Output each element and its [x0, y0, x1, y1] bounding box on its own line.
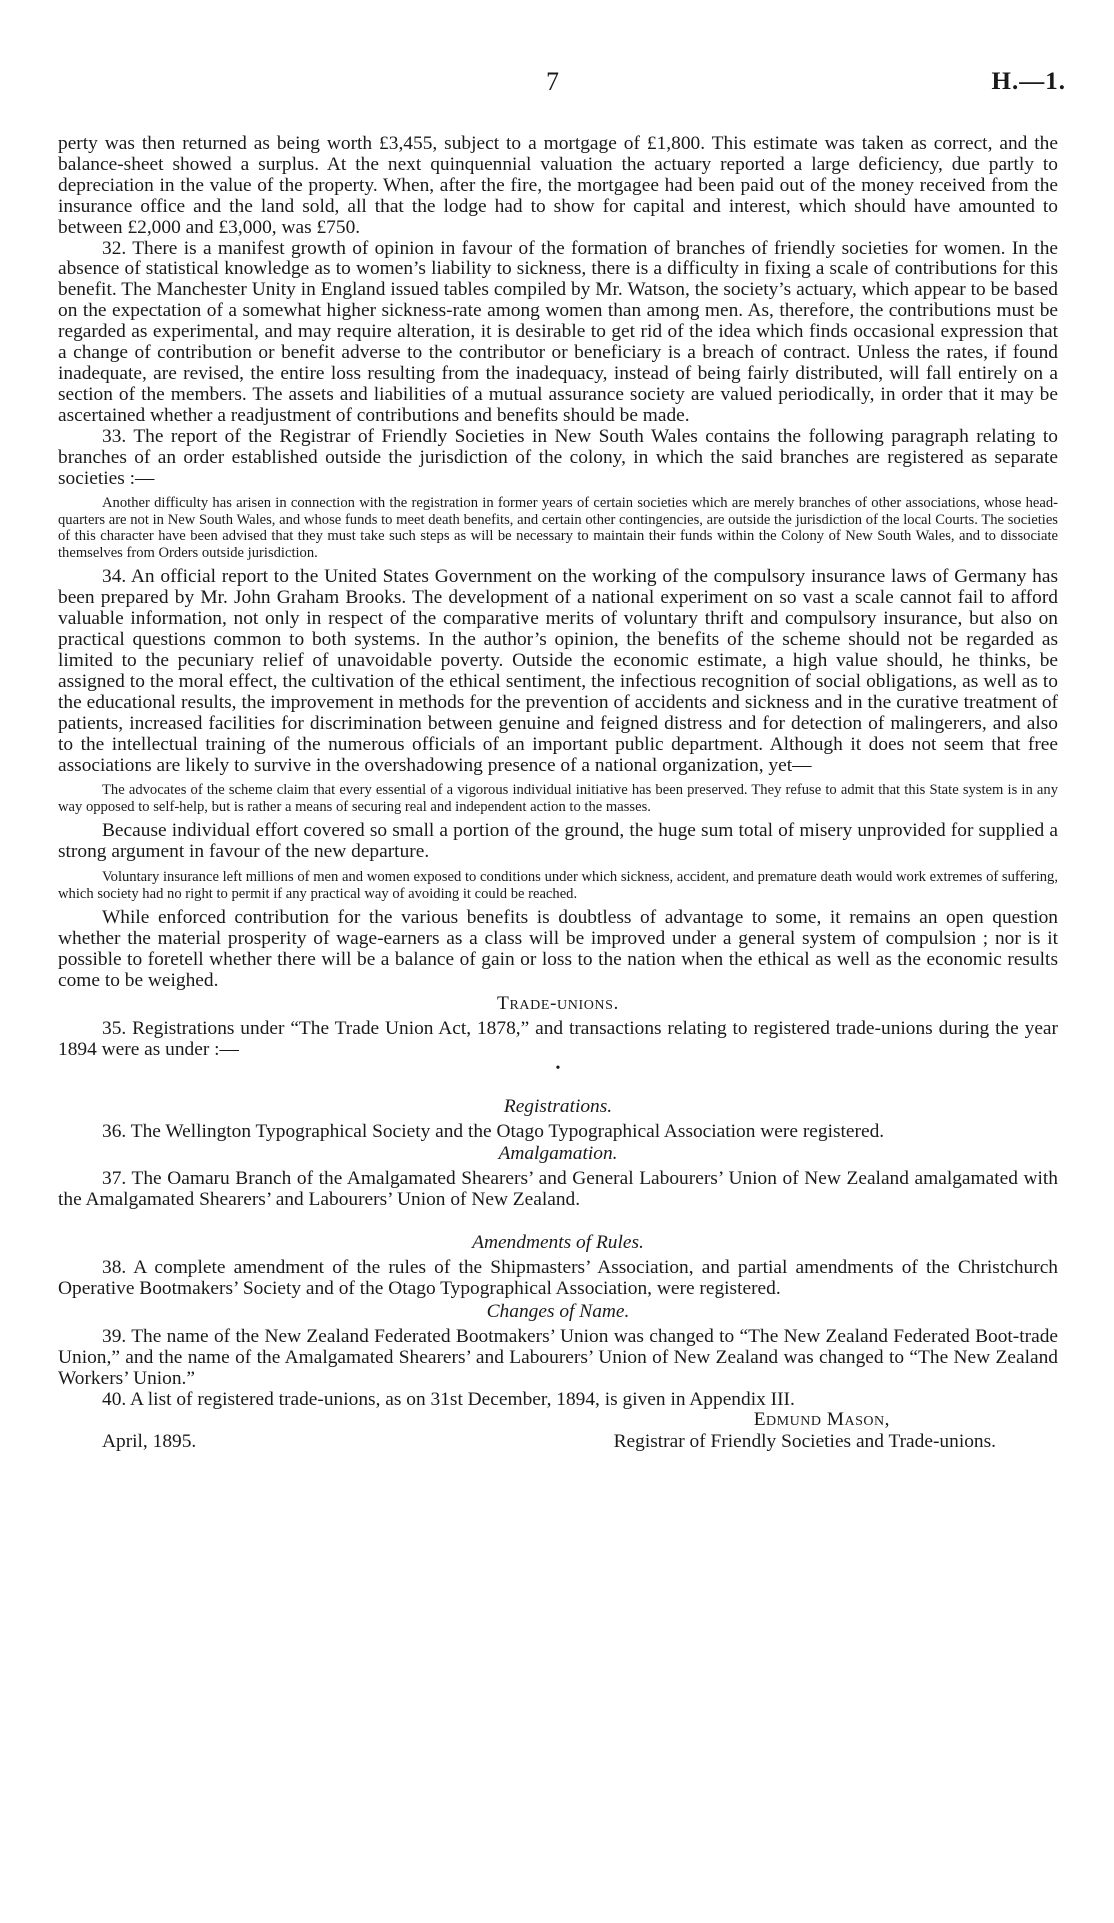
document-reference: H.—1.: [991, 68, 1066, 95]
page-header: [58, 67, 1066, 134]
document-page: [58, 67, 1066, 1454]
paragraph-36: 36. The Wellington Typographical Society and the Otago Typographical Association were registered.: [102, 1120, 885, 1142]
subheading-changes-of-name: Changes of Name.: [486, 1300, 630, 1322]
paragraph-34-enforced-contribution: While enforced contribution for the various benefits is doubtless of advantage to some, it remains an open question whether the material prosperity of wage-earners as a class will be improved under a general system of compulsion ; nor is it possible to foretell whether there will be a balance of gain or loss to the nation when the ethical as well as the economic results come to be weighed.: [58, 907, 1058, 991]
signature-date: April, 1895.: [102, 1431, 197, 1453]
quotation-voluntary-insurance: Voluntary insurance left millions of men and women exposed to conditions under which sickness, accident, and premature death would work extremes of suffering, which society had no right to permit if any practical way of avoiding it could be reached.: [58, 869, 1058, 902]
subheading-registrations: Registrations.: [503, 1095, 613, 1117]
subheading-amendments-of-rules: Amendments of Rules.: [472, 1232, 644, 1254]
printer-mark: •: [555, 1060, 561, 1076]
paragraph-39: 39. The name of the New Zealand Federated Bootmakers’ Union was changed to “The New Zealand Federated Boot-trade Union,” and the name of the Amalgamated Shearers’ and Labourers’ Union of New Zealand was changed to “The New Zealand Workers’ Union.”: [58, 1325, 1058, 1389]
paragraph-32: 32. There is a manifest growth of opinion in favour of the formation of branches of friendly societies for women. In the absence of statistical knowledge as to women’s liability to sickness, there is a difficulty in fixing a scale of contributions for this benefit. The Manchester Unity in England issued tables compiled by Mr. Watson, the society’s actuary, which appear to be based on the expectation of a somewhat higher sickness-rate among women than among men. As, therefore, the contributions must be regarded as experimental, and may require alteration, it is desirable to get rid of the idea which finds occasional expression that a change of contribution or benefit adverse to the contributor or beneficiary is a breach of contract. Unless the rates, if found inadequate, are revised, the entire loss resulting from the inadequacy, instead of being fairly distributed, will fall entirely on a section of the members. The assets and liabilities of a mutual assurance society are valued periodically, in order that it may be ascertained whether a readjustment of contributions and benefits should be made.: [58, 237, 1058, 426]
paragraph-35: 35. Registrations under “The Trade Union Act, 1878,” and transactions relating to registered trade-unions during the year 1894 were as under :—: [58, 1017, 1058, 1060]
paragraph-38: 38. A complete amendment of the rules of the Shipmasters’ Association, and partial amendments of the Christchurch Operative Bootmakers’ Society and of the Otago Typographical Association, were registered.: [58, 1257, 1058, 1299]
paragraph-34: 34. An official report to the United States Government on the working of the compulsory insurance laws of Germany has been prepared by Mr. John Graham Brooks. The development of a national experiment on so vast a scale cannot fail to afford valuable information, not only in respect of the comparative merits of voluntary thrift and compulsory insurance, but also on practical questions common to both systems. In the author’s opinion, the benefits of the scheme should not be regarded as limited to the pecuniary relief of unavoidable poverty. Outside the economic estimate, a high value should, he thinks, be assigned to the moral effect, the cultivation of the ethical sentiment, the infectious recognition of social obligations, as well as to the educational results, the improvement in methods for the prevention of accidents and sickness and in the curative treatment of patients, increased facilities for discrimination between genuine and feigned distress and for detection of malingerers, and also to the intellectual training of the numerous officials of an important public department. Although it does not seem that free associations are likely to survive in the overshadowing presence of a national organization, yet—: [58, 566, 1058, 776]
page-number: 7: [546, 67, 559, 96]
paragraph-40: 40. A list of registered trade-unions, as on 31st December, 1894, is given in Appendix III.: [102, 1388, 795, 1410]
signatory-name: Edmund Mason,: [753, 1409, 890, 1431]
paragraph-33: 33. The report of the Registrar of Friendly Societies in New South Wales contains the following paragraph relating to branches of an order established outside the jurisdiction of the colony, in which the said branches are registered as separate societies :—: [58, 425, 1058, 489]
quotation-scheme-advocates: The advocates of the scheme claim that every essential of a vigorous individual initiative has been preserved. They refuse to admit that this State system is in any way opposed to self-help, but is rather a means of securing real and independent action to the masses.: [58, 782, 1058, 815]
subheading-amalgamation: Amalgamation.: [498, 1143, 618, 1165]
section-heading-trade-unions: Trade-unions.: [497, 992, 619, 1014]
paragraph-37: 37. The Oamaru Branch of the Amalgamated Shearers’ and General Labourers’ Union of New Zealand amalgamated with the Amalgamated Shearers’ and Labourers’ Union of New Zealand.: [58, 1168, 1058, 1211]
signature-block: [58, 1410, 1058, 1454]
signatory-title: Registrar of Friendly Societies and Trade-unions.: [613, 1431, 996, 1453]
quotation-nsw-registrar: Another difficulty has arisen in connection with the registration in former years of certain societies which are merely branches of other associations, whose head-quarters are not in New South Wales, and whose funds to meet death benefits, and certain other contingencies, are outside the jurisdiction of the local Courts. The societies of this character have been advised that they must take such steps as will be necessary to maintain their funds within the Colony of New South Wales, and to dissociate themselves from Orders outside jurisdiction.: [58, 495, 1058, 561]
paragraph-34-individual-effort: Because individual effort covered so small a portion of the ground, the huge sum total of misery unprovided for supplied a strong argument in favour of the new departure.: [58, 820, 1058, 863]
paragraph-31-continued: perty was then returned as being worth £3,455, subject to a mortgage of £1,800. This estimate was taken as correct, and the balance-sheet showed a surplus. At the next quinquennial valuation the actuary reported a large deficiency, due partly to depreciation in the value of the property. When, after the fire, the mortgagee had been paid out of the money received from the insurance office and the land sold, all that the lodge had to show for capital and interest, which should have amounted to between £2,000 and £3,000, was £750.: [58, 133, 1058, 238]
